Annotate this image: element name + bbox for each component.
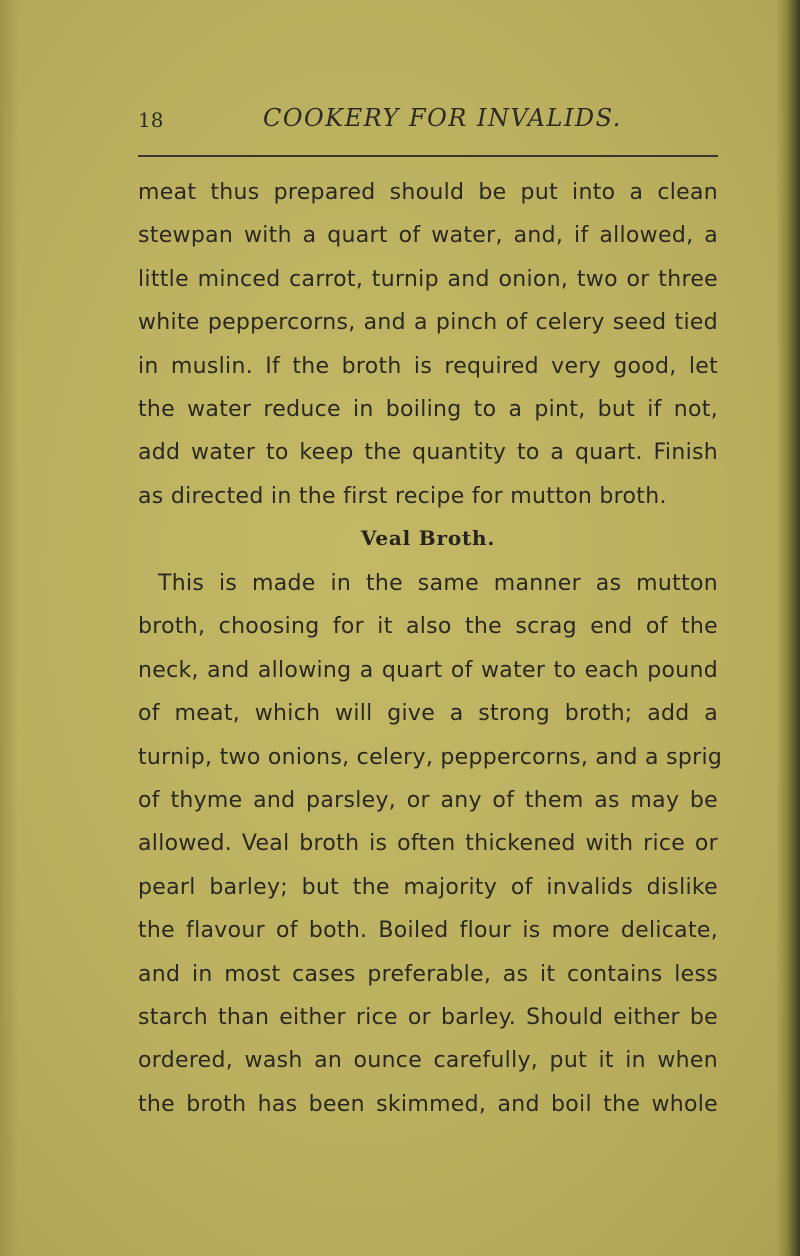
paragraph-line: allowed. Veal broth is often thickened with rice or (138, 831, 718, 857)
paragraph-line: the broth has been skimmed, and boil the whole (138, 1091, 718, 1117)
paragraph-line: as directed in the first recipe for mutton broth. (138, 483, 667, 509)
running-head: COOKERY FOR INVALIDS. (263, 104, 622, 132)
paragraph-line: of meat, which will give a strong broth; add a (138, 701, 718, 727)
paragraph-continued (138, 171, 718, 518)
paragraph-line: white peppercorns, and a pinch of celery seed tied (138, 310, 718, 336)
paragraph-line: of thyme and parsley, or any of them as may be (138, 787, 718, 813)
paragraph-line: little minced carrot, turnip and onion, two or three (138, 266, 718, 292)
paragraph-line: ordered, wash an ounce carefully, put it in when (138, 1048, 718, 1074)
paragraph-line: add water to keep the quantity to a quart. Finish (138, 440, 718, 466)
paragraph-line: the water reduce in boiling to a pint, but if not, (138, 396, 718, 422)
paragraph-line: starch than either rice or barley. Should either be (138, 1004, 718, 1030)
paragraph-line: turnip, two onions, celery, peppercorns, and a sprig (138, 744, 723, 770)
page-header (138, 104, 718, 140)
paragraph-line: the flavour of both. Boiled flour is more delicate, (138, 918, 718, 944)
paragraph-line: This is made in the same manner as mutton (158, 571, 718, 596)
paragraph-line: meat thus prepared should be put into a clean (138, 180, 718, 205)
paragraph-line: in muslin. If the broth is required very good, let (138, 353, 718, 379)
section-heading: Veal Broth. (360, 526, 496, 550)
paragraph-line: neck, and allowing a quart of water to each pound (138, 657, 718, 683)
paragraph-veal-broth (138, 562, 723, 1126)
paragraph-line: pearl barley; but the majority of invalids dislike (138, 874, 718, 900)
paragraph-line: broth, choosing for it also the scrag end of the (138, 614, 718, 640)
paragraph-line: stewpan with a quart of water, and, if allowed, a (138, 223, 718, 249)
page-number: 18 (138, 108, 164, 132)
page-left-edge (0, 0, 18, 1256)
page-right-edge (776, 0, 800, 1256)
paragraph-line: and in most cases preferable, as it contains less (138, 961, 718, 987)
header-rule (138, 155, 718, 157)
